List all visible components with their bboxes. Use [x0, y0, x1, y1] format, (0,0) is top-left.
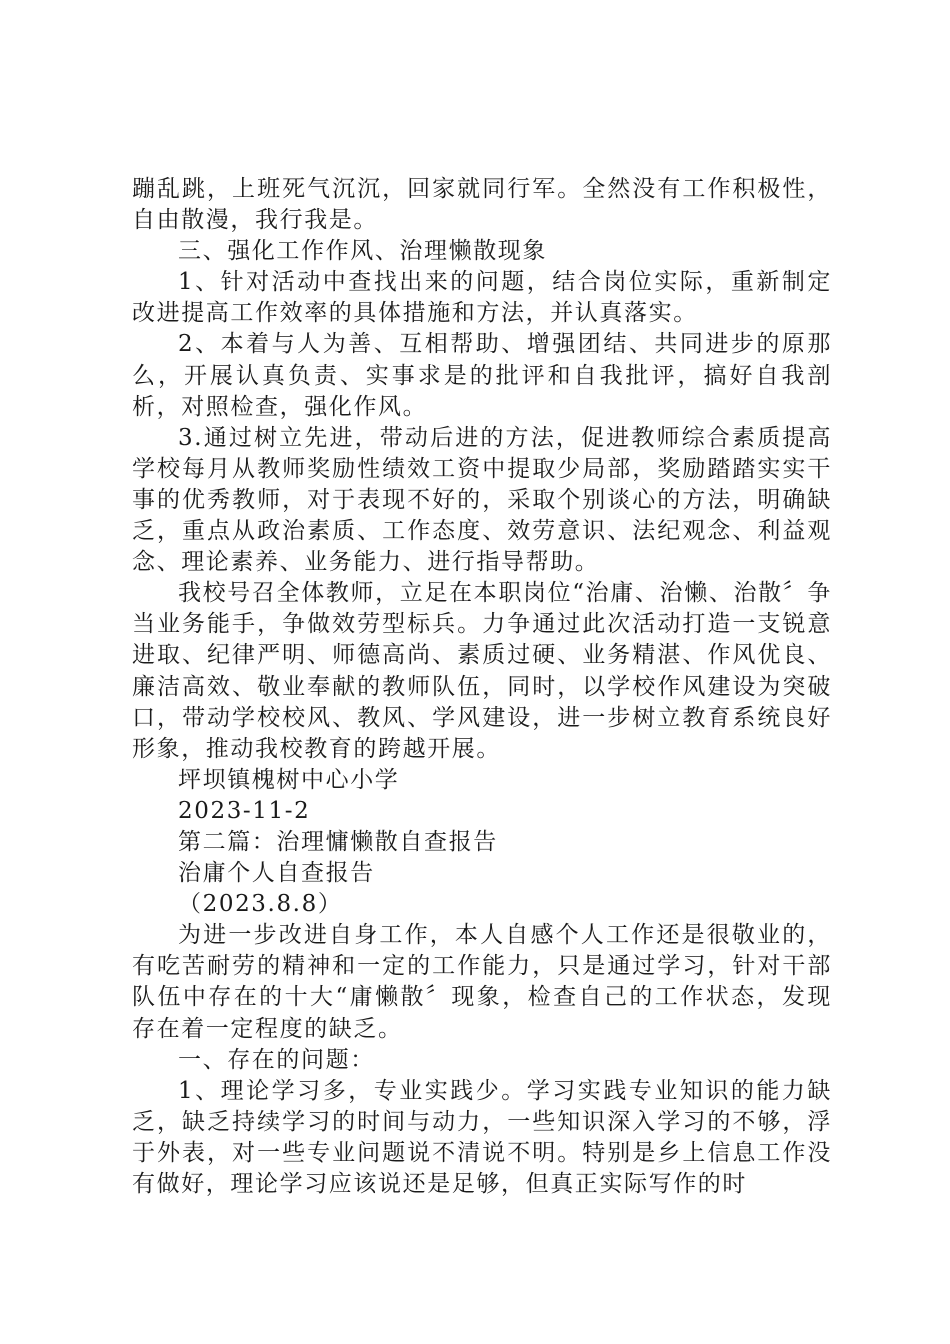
- paragraph: 1、理论学习多，专业实践少。学习实践专业知识的能力缺乏，缺乏持续学习的时间与动力，一些知识深入学习的不够，浮于外表，对一些专业问题说不清说不明。特别是乡上信息工作没有做好，理论学习应该说还是足够，但真正实际写作的时: [132, 1077, 832, 1197]
- signature-school: 坪坝镇槐树中心小学: [178, 766, 400, 793]
- paragraph: 我校号召全体教师，立足在本职岗位“治庸、治懒、治散〞争当业务能手，争做效劳型标兵。力争通过此次活动打造一支锐意进取、纪律严明、师德高尚、素质过硬、业务精湛、作风优良、廉洁高效、敬业奉献的教师队伍，同时，以学校作风建设为突破口，带动学校校风、教风、学风建设，进一步树立教育系统良好形象，推动我校教育的跨越开展。: [132, 580, 832, 762]
- document-body: [132, 174, 832, 1200]
- paragraph: 为进一步改进自身工作，本人自感个人工作还是很敬业的，有吃苦耐劳的精神和一定的工作能力，只是通过学习，针对干部队伍中存在的十大“庸懒散〞现象，检查自己的工作状态，发现存在着一定程度的缺乏。: [132, 922, 832, 1042]
- report-title: 治庸个人自查报告: [178, 860, 375, 887]
- paragraph: 3.通过树立先进，带动后进的方法，促进教师综合素质提高学校每月从教师奖励性绩效工资中提取少局部，奖励踏踏实实干事的优秀教师，对于表现不好的，采取个别谈心的方法，明确缺乏，重点从政治素质、工作态度、效劳意识、法纪观念、利益观念、理论素养、业务能力、进行指导帮助。: [132, 424, 832, 576]
- section-heading: 三、强化工作作风、治理懒散现象: [178, 238, 547, 265]
- report-date: （2023.8.8）: [178, 891, 343, 918]
- signature-date: 2023-11-2: [178, 797, 311, 824]
- paragraph: 蹦乱跳，上班死气沉沉，回家就同行军。全然没有工作积极性，自由散漫，我行我是。: [132, 176, 832, 234]
- section-heading: 一、存在的问题：: [178, 1046, 375, 1073]
- paragraph: 1、针对活动中查找出来的问题，结合岗位实际，重新制定改进提高工作效率的具体措施和方法，并认真落实。: [132, 269, 832, 327]
- paragraph: 2、本着与人为善、互相帮助、增强团结、共同进步的原那么，开展认真负责、实事求是的批评和自我批评，搞好自我剖析，对照检查，强化作风。: [132, 331, 832, 420]
- chapter-title: 第二篇：治理慵懒散自查报告: [178, 828, 498, 855]
